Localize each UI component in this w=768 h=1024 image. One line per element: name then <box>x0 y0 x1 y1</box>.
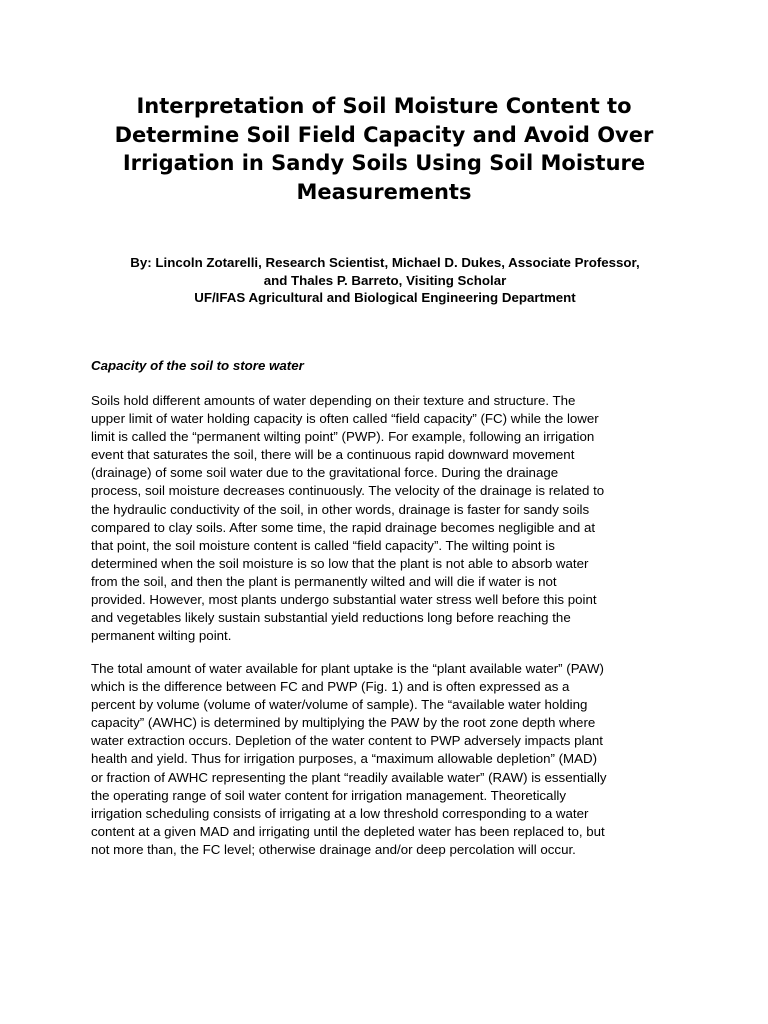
text-line: The total amount of water available for plant uptake is the “plant available water” (PAW) <box>91 661 604 676</box>
text-line: limit is called the “permanent wilting point” (PWP). For example, following an irrigation <box>91 429 595 445</box>
text-line: event that saturates the soil, there will be a continuous rapid downward movement <box>91 447 575 463</box>
text-line: health and yield. Thus for irrigation purposes, a “maximum allowable depletion” (MAD) <box>91 751 598 767</box>
title-line: Determine Soil Field Capacity and Avoid Over <box>114 122 654 147</box>
text-line: process, soil moisture decreases continuously. The velocity of the drainage is related to <box>91 483 605 499</box>
text-line: irrigation scheduling consists of irrigating at a low threshold corresponding to a water <box>91 805 589 821</box>
text-line: content at a given MAD and irrigating until the depleted water has been replaced to, but <box>91 823 605 839</box>
author-block <box>80 254 690 307</box>
title-line: Measurements <box>296 179 472 204</box>
text-line: capacity” (AWHC) is determined by multiplying the PAW by the root zone depth where <box>91 715 596 731</box>
title-line: Irrigation in Sandy Soils Using Soil Moisture <box>122 151 646 175</box>
text-line: determined when the soil moisture is so low that the plant is not able to absorb water <box>91 555 589 571</box>
text-line: or fraction of AWHC representing the plant “readily available water” (RAW) is essentially <box>91 769 607 785</box>
text-line: compared to clay soils. After some time, the rapid drainage becomes negligible and at <box>91 519 596 535</box>
text-line: Soils hold different amounts of water depending on their texture and structure. The <box>91 393 576 408</box>
title-line: Interpretation of Soil Moisture Content to <box>136 94 632 118</box>
text-line: provided. However, most plants undergo substantial water stress well before this point <box>91 592 597 608</box>
author-line: By: Lincoln Zotarelli, Research Scientist, Michael D. Dukes, Associate Professor, <box>130 255 640 270</box>
text-line: permanent wilting point. <box>91 628 232 644</box>
affiliation-line: UF/IFAS Agricultural and Biological Engineering Department <box>194 290 576 305</box>
text-line: the hydraulic conductivity of the soil, in other words, drainage is faster for sandy soils <box>91 501 590 517</box>
text-line: which is the difference between FC and PWP (Fig. 1) and is often expressed as a <box>91 679 570 695</box>
author-line: and Thales P. Barreto, Visiting Scholar <box>263 272 507 288</box>
text-line: percent by volume (volume of water/volume of sample). The “available water holding <box>91 697 588 713</box>
text-line: the operating range of soil water content for irrigation management. Theoretically <box>91 787 567 803</box>
text-line: from the soil, and then the plant is permanently wilted and will die if water is not <box>91 573 557 589</box>
body-paragraph <box>91 660 691 859</box>
text-line: (drainage) of some soil water due to the gravitational force. During the drainage <box>91 465 559 481</box>
text-line: upper limit of water holding capacity is often called “field capacity” (FC) while the lower <box>91 411 599 427</box>
section-heading: Capacity of the soil to store water <box>91 358 304 373</box>
text-line: that point, the soil moisture content is called “field capacity”. The wilting point is <box>91 537 555 553</box>
text-line: water extraction occurs. Depletion of the water content to PWP adversely impacts plant <box>91 733 603 749</box>
text-line: and vegetables likely sustain substantial yield reductions long before reaching the <box>91 610 571 626</box>
document-title <box>60 92 708 206</box>
body-paragraph <box>91 392 691 645</box>
text-line: not more than, the FC level; otherwise drainage and/or deep percolation will occur. <box>91 841 576 857</box>
